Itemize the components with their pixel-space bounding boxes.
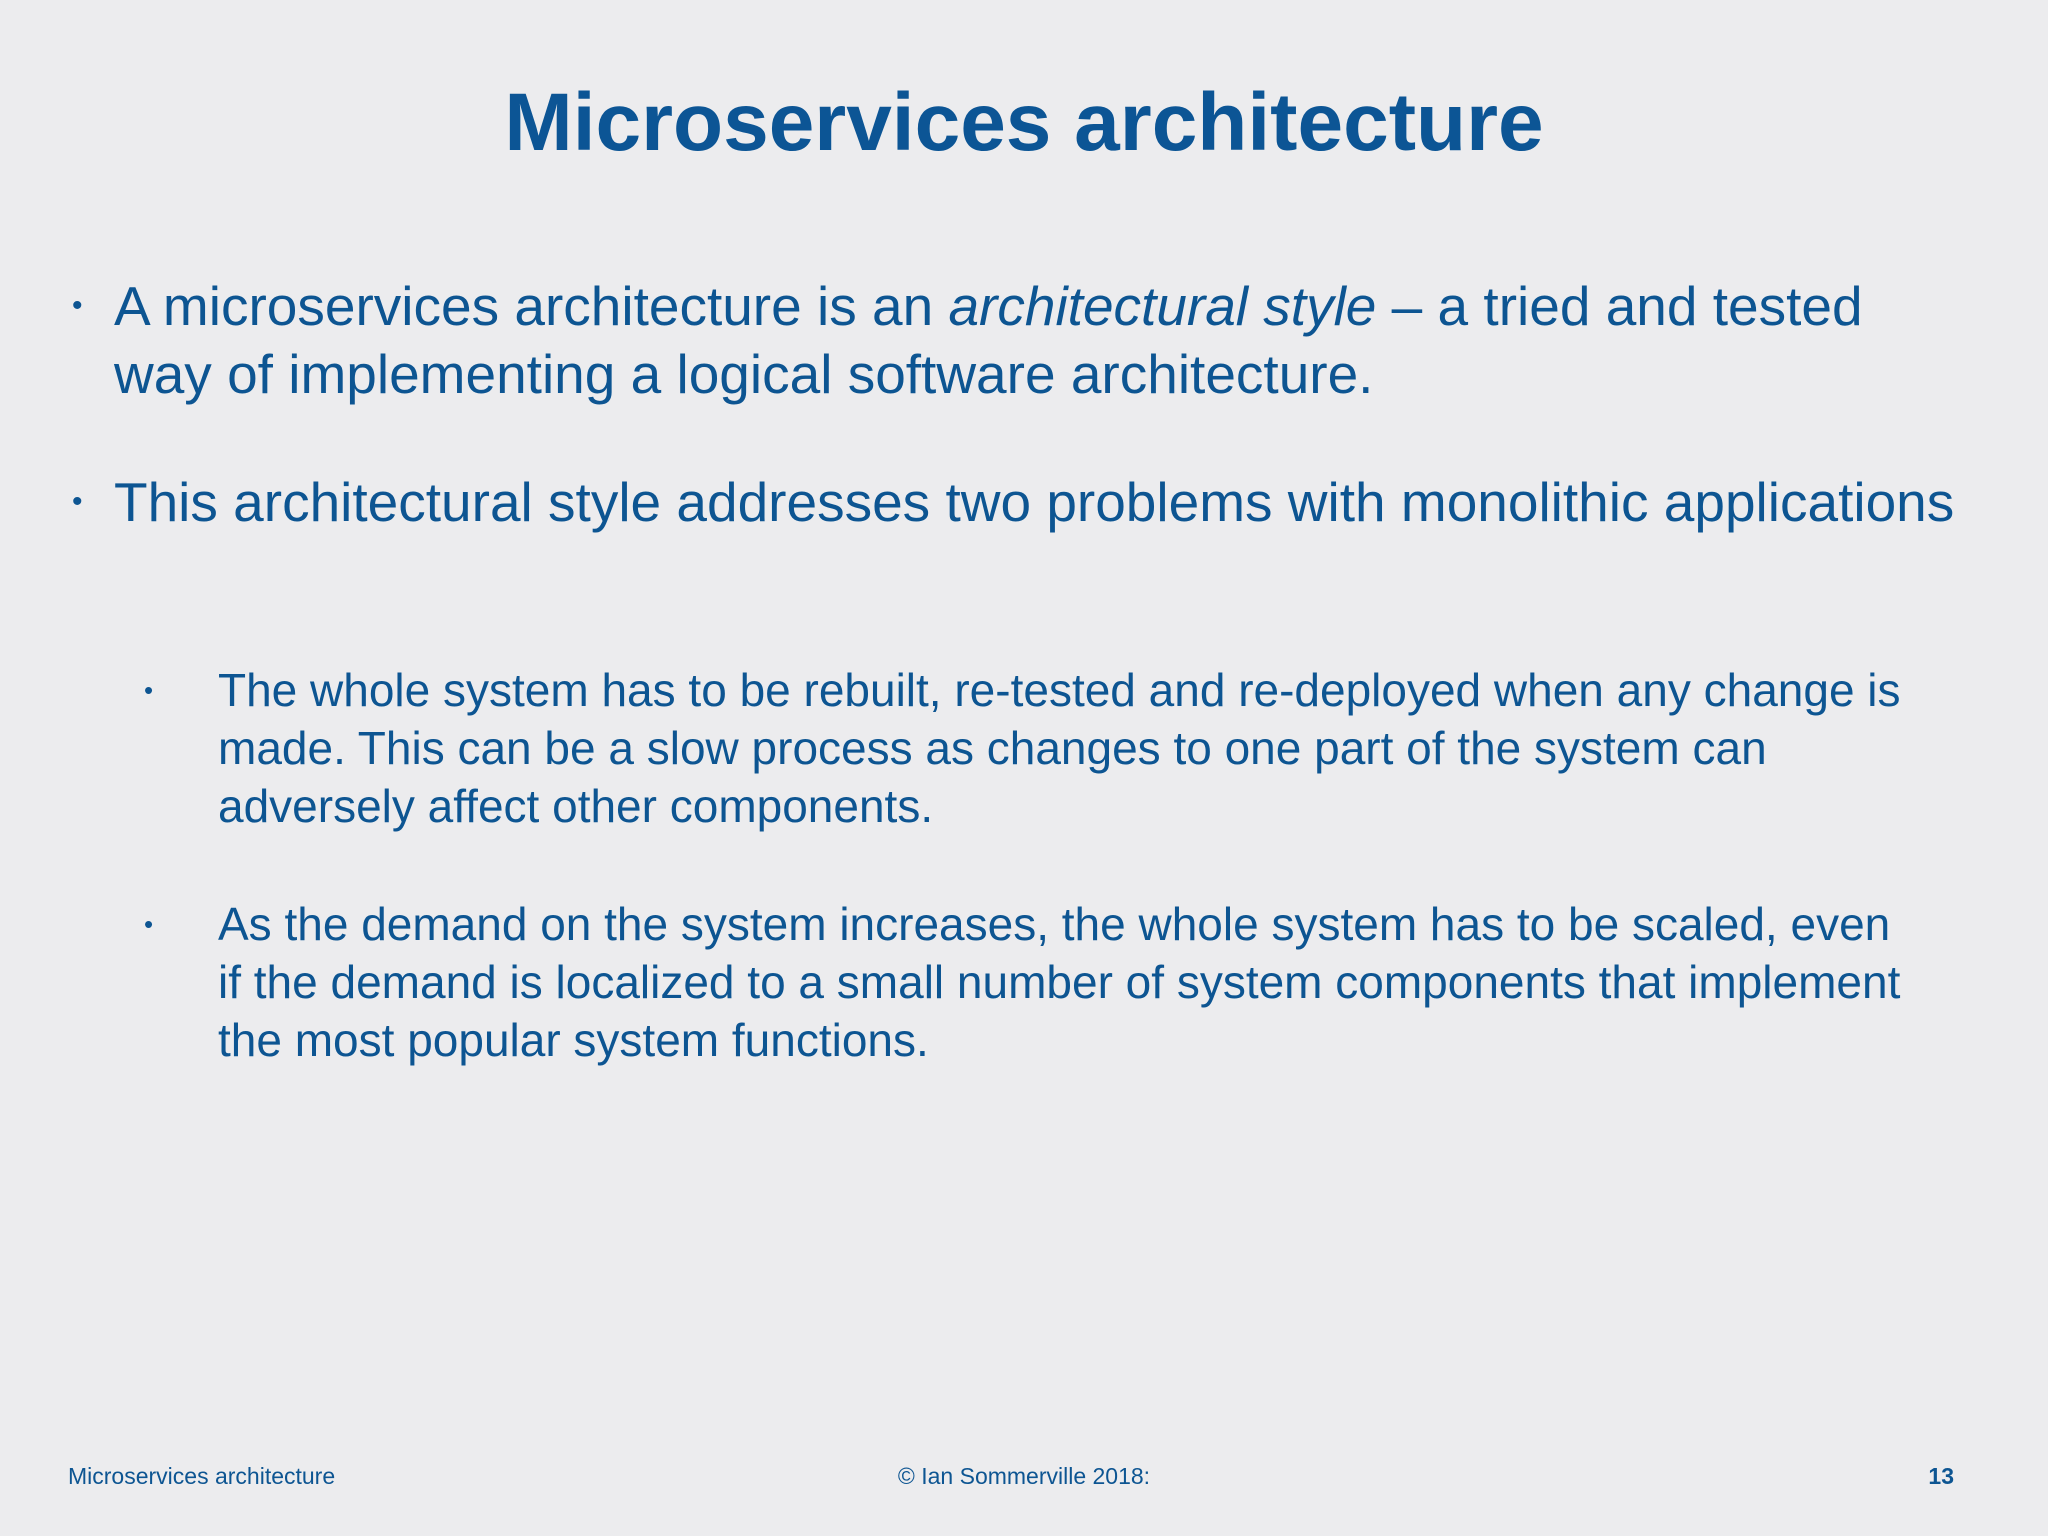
sub-bullet-item [144,895,1904,1069]
bullet-text: This architectural style addresses two problems with monolithic applications [114,471,1955,533]
bullet-dot-icon: • [72,485,83,518]
page-number: 13 [1928,1463,1954,1489]
sub-bullet-dot-icon: • [144,675,154,705]
bullet-text [114,272,1972,408]
sub-bullet-text: As the demand on the system increases, the whole system has to be scaled, even if the demand is localized to a small number of system components that implement the most popular system functions. [218,898,1901,1066]
sub-bullet-text: The whole system has to be rebuilt, re-tested and re-deployed when any change is made. This can be a slow process as changes to one part of the system can adversely affect other components. [218,664,1901,832]
bullet-item [72,468,1972,536]
sub-bullet-item [144,661,1904,835]
footer-section-title: Microservices architecture [68,1463,336,1489]
bullet-item [72,272,1972,408]
bullet-text-pre: A microservices architecture is an [114,275,949,337]
bullet-text-emphasis: architectural style [948,275,1377,337]
footer-copyright: © Ian Sommerville 2018: [897,1463,1151,1489]
bullet-dot-icon: • [72,289,83,322]
slide-title: Microservices architecture [504,77,1544,168]
sub-bullet-dot-icon: • [144,909,154,939]
bullet-text-post: – a tried and tested way of implementing a logical software architecture. [114,275,1863,405]
